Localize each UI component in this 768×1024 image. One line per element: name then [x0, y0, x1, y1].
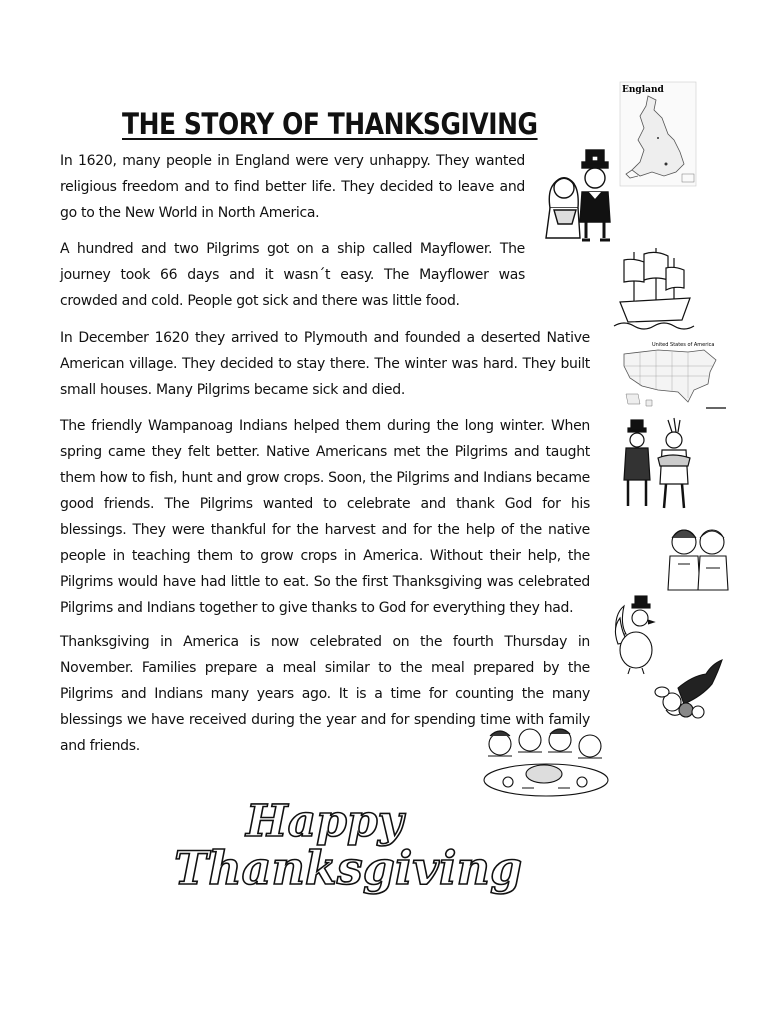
pilgrim-couple-icon [536, 148, 626, 244]
page-title: THE STORY OF THANKSGIVING [122, 107, 538, 142]
mayflower-ship-icon [610, 246, 695, 334]
cornucopia-icon [652, 654, 726, 720]
paragraph-3: In December 1620 they arrived to Plymouth and founded a deserted Native American village. They decided to stay there. The winter was hard. They built small houses. Many Pilgrims became sick and died. [60, 330, 590, 398]
family-dinner-icon [478, 722, 614, 802]
paragraph-5: Thanksgiving in America is now celebrated on the fourth Thursday in November. Families prepare a meal similar to the meal prepared by the Pilgrims and Indians many years ago. It is a time for counting the many blessings we have received during the year and for spending time with family and friends. [60, 634, 590, 754]
paragraph-2: A hundred and two Pilgrims got on a ship called Mayflower. The journey took 66 days and it wasn´t easy. The Mayflower was crowded and cold. People got sick and there was little food. [60, 241, 525, 309]
england-map-label: England [622, 85, 664, 95]
happy-thanksgiving-greeting [170, 792, 523, 902]
greeting-line-happy: Happy [246, 796, 404, 847]
two-children-icon [664, 520, 732, 592]
usa-map-label: United States of America [652, 342, 715, 348]
paragraph-1: In 1620, many people in England were very unhappy. They wanted religious freedom and to find better life. They decided to leave and go to the New World in North America. [60, 153, 525, 221]
usa-map-icon [618, 338, 728, 414]
greeting-line-thanksgiving: Thanksgiving [174, 841, 523, 895]
pilgrim-and-indian-icon [620, 418, 700, 510]
england-map-icon [618, 80, 698, 188]
paragraph-4: The friendly Wampanoag Indians helped them during the long winter. When spring came they felt better. Native Americans met the Pilgrims and taught them how to fish, hunt and grow crops. Soon, the Pilgrims and Indians became good friends. The Pilgrims wanted to celebrate and thank God for his blessings. They were thankful for the harvest and for the help of the native people in teaching them to grow crops in America. Without their help, the Pilgrims would have had little to eat. So the first Thanksgiving was celebrated Pilgrims and Indians together to give thanks to God for everything they had. [60, 418, 590, 616]
